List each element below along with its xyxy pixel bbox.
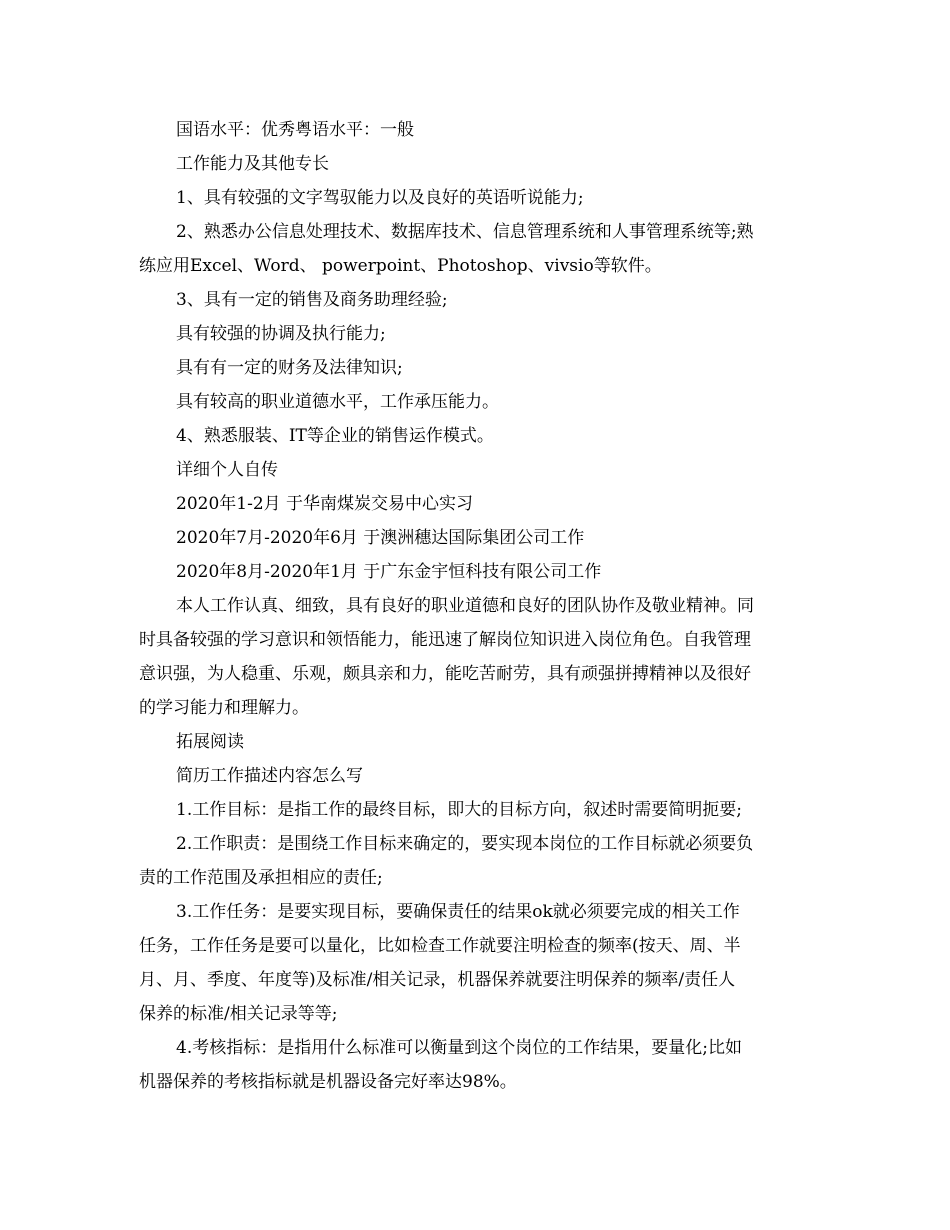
article-point-2: 2.工作职责：是围绕工作目标来确定的，要实现本岗位的工作目标就必须要负 — [176, 834, 754, 854]
skill-sub-item: 具有较强的协调及执行能力; — [176, 324, 386, 344]
article-point-4-continued: 机器保养的考核指标就是机器设备完好率达98%。 — [139, 1072, 517, 1092]
self-description-paragraph-continued: 意识强，为人稳重、乐观，颇具亲和力，能吃苦耐劳，具有顽强拼搏精神以及很好 — [139, 664, 751, 684]
article-point-4: 4.考核指标：是指用什么标准可以衡量到这个岗位的工作结果，要量化;比如 — [176, 1038, 742, 1058]
article-point-3-continued: 保养的标准/相关记录等等; — [139, 1004, 338, 1024]
article-title: 简历工作描述内容怎么写 — [176, 766, 363, 786]
skill-item-2-continued: 练应用Excel、Word、 powerpoint、Photoshop、vivsio等软件。 — [139, 256, 662, 276]
article-point-3: 3.工作任务：是要实现目标，要确保责任的结果ok就必须要完成的相关工作 — [176, 902, 740, 922]
self-description-paragraph: 本人工作认真、细致，具有良好的职业道德和良好的团队协作及敬业精神。同 — [176, 596, 754, 616]
self-description-paragraph-continued: 时具备较强的学习意识和领悟能力，能迅速了解岗位知识进入岗位角色。自我管理 — [139, 630, 751, 650]
skill-item-2: 2、熟悉办公信息处理技术、数据库技术、信息管理系统和人事管理系统等;熟 — [176, 222, 754, 242]
article-point-3-continued: 月、月、季度、年度等)及标准/相关记录，机器保养就要注明保养的频率/责任人 — [139, 970, 736, 990]
autobiography-heading: 详细个人自传 — [176, 460, 278, 480]
extended-reading-heading: 拓展阅读 — [176, 732, 244, 752]
experience-entry: 2020年7月-2020年6月 于澳洲穗达国际集团公司工作 — [176, 528, 585, 548]
language-level-line: 国语水平：优秀粤语水平：一般 — [176, 120, 414, 140]
self-description-paragraph-continued: 的学习能力和理解力。 — [139, 698, 309, 718]
experience-entry: 2020年1-2月 于华南煤炭交易中心实习 — [176, 494, 474, 514]
skill-sub-item: 具有有一定的财务及法律知识; — [176, 358, 403, 378]
skill-item-1: 1、具有较强的文字驾驭能力以及良好的英语听说能力; — [176, 188, 584, 208]
skill-item-3: 3、具有一定的销售及商务助理经验; — [176, 290, 448, 310]
article-point-3-continued: 任务，工作任务是要可以量化，比如检查工作就要注明检查的频率(按天、周、半 — [139, 936, 741, 956]
skills-heading: 工作能力及其他专长 — [176, 154, 329, 174]
article-point-1: 1.工作目标：是指工作的最终目标，即大的目标方向，叙述时需要简明扼要; — [176, 800, 742, 820]
experience-entry: 2020年8月-2020年1月 于广东金宇恒科技有限公司工作 — [176, 562, 602, 582]
skill-sub-item: 具有较高的职业道德水平，工作承压能力。 — [176, 392, 499, 412]
article-point-2-continued: 责的工作范围及承担相应的责任; — [139, 868, 383, 888]
skill-item-4: 4、熟悉服装、IT等企业的销售运作模式。 — [176, 426, 494, 446]
